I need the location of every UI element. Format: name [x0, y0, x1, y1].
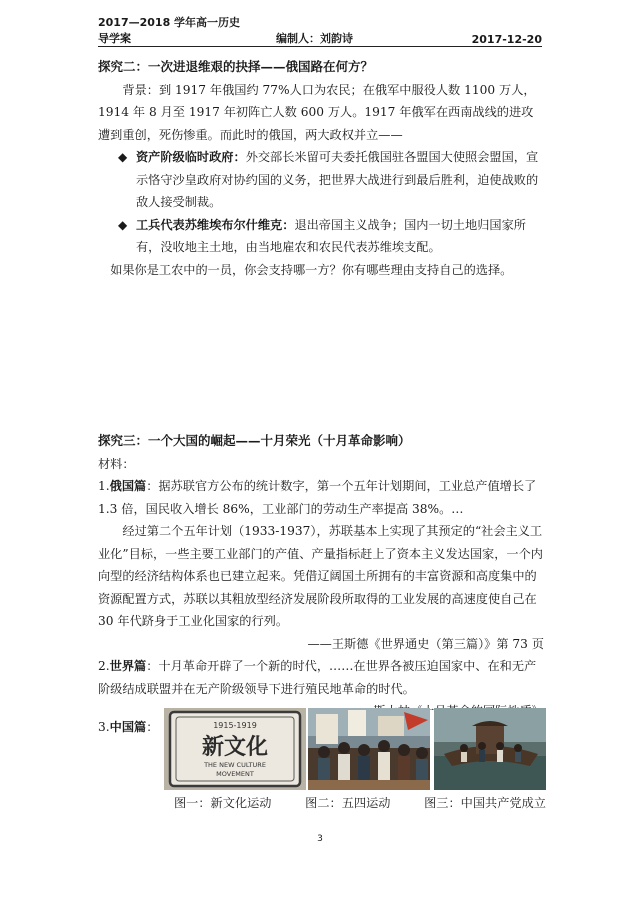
bullet-item-2: [118, 214, 544, 259]
bullet-1-text: 外交部长米留可夫委托俄国驻各盟国大使照会盟国，宣示恪守沙皇政府对协约国的义务，把世界大战进行到最后胜利，迫使战败的敌人接受制裁。: [136, 150, 539, 209]
header-date: 2017-12-20: [471, 33, 542, 46]
russia-label: 俄国篇: [109, 479, 147, 493]
poster-subtitle-2: MOVEMENT: [216, 770, 254, 778]
bullet-1-label: 资产阶级临时政府：: [136, 150, 246, 164]
world-text: ：十月革命开辟了一个新的时代，……在世界各被压迫国家中、在和无产阶级结成联盟并在无产阶级领导下进行殖民地革命的时代。: [98, 659, 537, 696]
world-label: 世界篇: [109, 659, 147, 673]
section-2-background: 背景：到 1917 年俄国约 77%人口为农民；在俄军中服役人数 1100 万人，1914 年 8 月至 1917 年初阵亡人数 600 万人。1917 年俄军在西南战线的进攻遭到重创，死伤惨重。而此时的俄国，两大政权并立——: [98, 82, 536, 142]
world-prefix: 2.: [98, 659, 110, 673]
poster-subtitle-1: THE NEW CULTURE: [204, 761, 266, 769]
cpc-founding-image: [434, 708, 546, 790]
image-captions: [174, 794, 546, 811]
bullet-2-text: 退出帝国主义战争；国内一切土地归国家所有，没收地主土地，由当地雇农和农民代表苏维埃支配。: [136, 217, 526, 254]
bullet-item-1: [118, 146, 544, 214]
caption-3: 图三：中国共产党成立: [424, 796, 546, 810]
world-paragraph: [98, 655, 544, 700]
poster-years: 1915-1919: [213, 721, 257, 730]
bullet-2-label: 工兵代表苏维埃布尔什维克：: [136, 217, 295, 232]
caption-2: 图二：五四运动: [305, 796, 391, 810]
section-2: [98, 56, 544, 281]
material-label: 材料：: [98, 456, 135, 471]
new-culture-movement-image: [164, 708, 306, 790]
china-label-line: [98, 718, 158, 735]
china-label: 中国篇: [109, 720, 147, 734]
china-prefix: 3.: [98, 720, 110, 734]
china-section: [98, 706, 544, 790]
header-editor: 编制人：刘韵诗: [276, 32, 353, 45]
russia-text: ：据苏联官方公布的统计数字，第一个五年计划期间，工业总产值增长了 1.3 倍，国民收入增长 86%，工业部门的劳动生产率提高 38%。…: [98, 479, 537, 516]
page-number: 3: [317, 834, 323, 844]
russia-paragraph: [98, 475, 544, 520]
header-title: 2017—2018 学年高一历史导学案: [98, 16, 241, 45]
china-colon: ：: [146, 720, 159, 734]
caption-1: 图一：新文化运动: [174, 796, 272, 810]
poster-title: 新文化: [201, 734, 269, 760]
section-3-heading: 探究三：一个大国的崛起——十月荣光（十月革命影响）: [98, 433, 411, 448]
russia-paragraph-continued: 经过第二个五年计划（1933-1937），苏联基本上实现了其预定的“社会主义工业化”目标，一些主要工业部门的产值、产量指标赶上了资本主义发达国家，一个内向型的经济结构体系也已建立起来。凭借辽阔国土所拥有的丰富资源和高度集中的资源配置方式，苏联以其粗放型经济发展阶段所取得的工业发展的高速度使自己在 30 年代跻身于工业化国家的行列。: [98, 524, 543, 628]
section-2-question: 如果你是工农中的一员，你会支持哪一方？你有哪些理由支持自己的选择。: [110, 262, 513, 277]
russia-source: ——王斯德《世界通史（第三篇）》第 73 页: [307, 636, 544, 651]
header-rule: [98, 46, 542, 47]
diamond-bullet-icon: ◆: [118, 217, 128, 232]
section-3: [98, 430, 544, 723]
diamond-bullet-icon: ◆: [118, 150, 128, 164]
page-header: [98, 16, 542, 46]
may-fourth-movement-image: [308, 708, 430, 790]
russia-prefix: 1.: [98, 479, 110, 493]
section-2-heading: 探究二：一次进退维艰的抉择——俄国路在何方？: [98, 59, 374, 74]
